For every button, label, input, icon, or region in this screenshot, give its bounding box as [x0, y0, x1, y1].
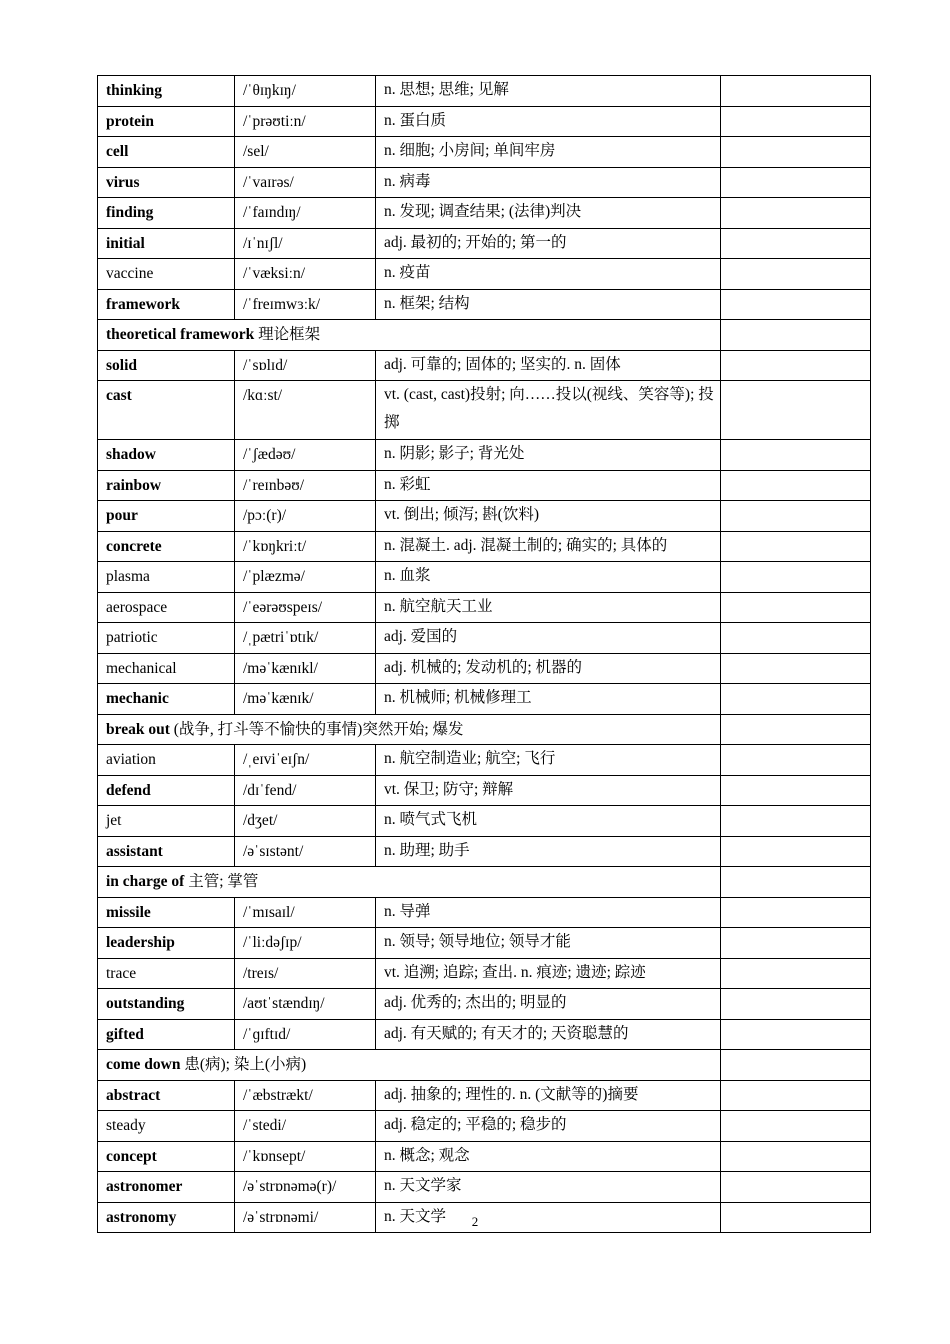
word-cell: initial — [98, 228, 235, 259]
word-cell: solid — [98, 350, 235, 381]
vocab-row — [98, 836, 871, 867]
vocab-row — [98, 167, 871, 198]
phonetic-cell: /ˈprəʊtiːn/ — [235, 106, 376, 137]
phrase-cell — [98, 320, 721, 351]
phonetic-cell: /ˈkɒŋkriːt/ — [235, 531, 376, 562]
vocab-row — [98, 745, 871, 776]
definition-cell: adj. 有天赋的; 有天才的; 天资聪慧的 — [376, 1019, 721, 1050]
vocab-row — [98, 1080, 871, 1111]
phonetic-cell: /ˈθɪŋkɪŋ/ — [235, 76, 376, 107]
definition-cell: n. 蛋白质 — [376, 106, 721, 137]
definition-cell: vt. (cast, cast)投射; 向……投以(视线、笑容等); 投掷 — [376, 381, 721, 440]
notes-cell — [721, 531, 871, 562]
notes-cell — [721, 1019, 871, 1050]
phonetic-cell: /ˈfreɪmwɜːk/ — [235, 289, 376, 320]
notes-cell — [721, 167, 871, 198]
definition-cell: n. 天文学家 — [376, 1172, 721, 1203]
word-cell: vaccine — [98, 259, 235, 290]
phonetic-cell: /ˈreɪnbəʊ/ — [235, 470, 376, 501]
word-cell: outstanding — [98, 989, 235, 1020]
definition-cell: n. 思想; 思维; 见解 — [376, 76, 721, 107]
vocab-row — [98, 289, 871, 320]
phrase-cell — [98, 867, 721, 898]
notes-cell — [721, 1141, 871, 1172]
word-cell: defend — [98, 775, 235, 806]
definition-cell: n. 概念; 观念 — [376, 1141, 721, 1172]
vocab-row — [98, 198, 871, 229]
definition-cell: vt. 追溯; 追踪; 查出. n. 痕迹; 遗迹; 踪迹 — [376, 958, 721, 989]
vocab-row — [98, 806, 871, 837]
definition-cell: adj. 最初的; 开始的; 第一的 — [376, 228, 721, 259]
vocab-row — [98, 440, 871, 471]
vocab-row — [98, 653, 871, 684]
phrase-meaning: 主管; 掌管 — [184, 873, 259, 890]
vocab-row — [98, 350, 871, 381]
word-cell: trace — [98, 958, 235, 989]
word-cell: astronomy — [98, 1202, 235, 1233]
definition-cell: n. 助理; 助手 — [376, 836, 721, 867]
phonetic-cell: /ˈeərəʊspeɪs/ — [235, 592, 376, 623]
vocab-row — [98, 989, 871, 1020]
notes-cell — [721, 806, 871, 837]
notes-cell — [721, 1080, 871, 1111]
phonetic-cell: /məˈkænɪk/ — [235, 684, 376, 715]
notes-cell — [721, 1172, 871, 1203]
vocab-row — [98, 1141, 871, 1172]
definition-cell: adj. 可靠的; 固体的; 坚实的. n. 固体 — [376, 350, 721, 381]
word-cell: finding — [98, 198, 235, 229]
phonetic-cell: /ˈstedi/ — [235, 1111, 376, 1142]
word-cell: protein — [98, 106, 235, 137]
phonetic-cell: /pɔː(r)/ — [235, 501, 376, 532]
definition-cell: n. 疫苗 — [376, 259, 721, 290]
definition-cell: n. 导弹 — [376, 897, 721, 928]
phrase-row — [98, 867, 871, 898]
vocab-row — [98, 684, 871, 715]
definition-cell: adj. 稳定的; 平稳的; 稳步的 — [376, 1111, 721, 1142]
notes-cell — [721, 470, 871, 501]
vocab-row — [98, 562, 871, 593]
phonetic-cell: /ˈvaɪrəs/ — [235, 167, 376, 198]
notes-cell — [721, 867, 871, 898]
phrase-text: in charge of — [106, 873, 185, 890]
phonetic-cell: /ˈmɪsaɪl/ — [235, 897, 376, 928]
definition-cell: n. 血浆 — [376, 562, 721, 593]
word-cell: leadership — [98, 928, 235, 959]
vocab-row — [98, 1019, 871, 1050]
phrase-row — [98, 1050, 871, 1081]
word-cell: cast — [98, 381, 235, 440]
notes-cell — [721, 76, 871, 107]
notes-cell — [721, 106, 871, 137]
word-cell: aviation — [98, 745, 235, 776]
phonetic-cell: /əˈstrɒnəmə(r)/ — [235, 1172, 376, 1203]
vocabulary-table-body — [98, 76, 871, 1233]
phonetic-cell: /ˈæbstrækt/ — [235, 1080, 376, 1111]
word-cell: mechanical — [98, 653, 235, 684]
vocab-row — [98, 381, 871, 440]
phonetic-cell: /kɑːst/ — [235, 381, 376, 440]
vocab-row — [98, 106, 871, 137]
phrase-cell — [98, 714, 721, 745]
vocab-row — [98, 775, 871, 806]
notes-cell — [721, 592, 871, 623]
word-cell: astronomer — [98, 1172, 235, 1203]
definition-cell: n. 彩虹 — [376, 470, 721, 501]
notes-cell — [721, 836, 871, 867]
vocab-row — [98, 228, 871, 259]
vocab-row — [98, 259, 871, 290]
word-cell: cell — [98, 137, 235, 168]
phrase-text: break out — [106, 720, 170, 738]
notes-cell — [721, 653, 871, 684]
notes-cell — [721, 228, 871, 259]
notes-cell — [721, 1111, 871, 1142]
phonetic-cell: /treɪs/ — [235, 958, 376, 989]
notes-cell — [721, 562, 871, 593]
phrase-meaning: 理论框架 — [254, 326, 321, 343]
definition-cell: n. 航空航天工业 — [376, 592, 721, 623]
word-cell: plasma — [98, 562, 235, 593]
phrase-text: come down — [106, 1056, 181, 1073]
notes-cell — [721, 958, 871, 989]
word-cell: thinking — [98, 76, 235, 107]
word-cell: steady — [98, 1111, 235, 1142]
definition-cell: n. 框架; 结构 — [376, 289, 721, 320]
definition-cell: adj. 机械的; 发动机的; 机器的 — [376, 653, 721, 684]
vocab-row — [98, 470, 871, 501]
phrase-row — [98, 714, 871, 745]
word-cell: jet — [98, 806, 235, 837]
word-cell: aerospace — [98, 592, 235, 623]
phonetic-cell: /ˈʃædəʊ/ — [235, 440, 376, 471]
phonetic-cell: /ˈvæksiːn/ — [235, 259, 376, 290]
word-cell: pour — [98, 501, 235, 532]
notes-cell — [721, 381, 871, 440]
word-cell: rainbow — [98, 470, 235, 501]
definition-cell: n. 机械师; 机械修理工 — [376, 684, 721, 715]
vocab-row — [98, 928, 871, 959]
notes-cell — [721, 501, 871, 532]
notes-cell — [721, 1050, 871, 1081]
phonetic-cell: /əˈstrɒnəmi/ — [235, 1202, 376, 1233]
page-number: 2 — [471, 1214, 479, 1229]
word-cell: concrete — [98, 531, 235, 562]
vocab-row — [98, 501, 871, 532]
vocab-row — [98, 592, 871, 623]
phrase-cell — [98, 1050, 721, 1081]
vocab-row — [98, 137, 871, 168]
phonetic-cell: /ˈfaɪndɪŋ/ — [235, 198, 376, 229]
word-cell: abstract — [98, 1080, 235, 1111]
notes-cell — [721, 684, 871, 715]
vocabulary-table — [97, 75, 871, 1233]
notes-cell — [721, 714, 871, 745]
vocab-row — [98, 76, 871, 107]
vocab-row — [98, 531, 871, 562]
vocab-row — [98, 1111, 871, 1142]
notes-cell — [721, 928, 871, 959]
definition-cell: n. 发现; 调查结果; (法律)判决 — [376, 198, 721, 229]
notes-cell — [721, 198, 871, 229]
vocab-row — [98, 623, 871, 654]
definition-cell: n. 细胞; 小房间; 单间牢房 — [376, 137, 721, 168]
definition-cell: vt. 保卫; 防守; 辩解 — [376, 775, 721, 806]
definition-cell: n. 天文学 — [376, 1202, 721, 1233]
phonetic-cell: /sel/ — [235, 137, 376, 168]
notes-cell — [721, 259, 871, 290]
phonetic-cell: /ˈliːdəʃɪp/ — [235, 928, 376, 959]
definition-cell: adj. 爱国的 — [376, 623, 721, 654]
notes-cell — [721, 289, 871, 320]
phonetic-cell: /ɪˈnɪʃl/ — [235, 228, 376, 259]
word-cell: gifted — [98, 1019, 235, 1050]
definition-cell: vt. 倒出; 倾泻; 斟(饮料) — [376, 501, 721, 532]
definition-cell: adj. 抽象的; 理性的. n. (文献等的)摘要 — [376, 1080, 721, 1111]
word-cell: missile — [98, 897, 235, 928]
word-cell: shadow — [98, 440, 235, 471]
notes-cell — [721, 989, 871, 1020]
notes-cell — [721, 745, 871, 776]
phrase-text: theoretical framework — [106, 326, 255, 343]
phonetic-cell: /ˌpætriˈɒtɪk/ — [235, 623, 376, 654]
phonetic-cell: /ˈkɒnsept/ — [235, 1141, 376, 1172]
phonetic-cell: /əˈsɪstənt/ — [235, 836, 376, 867]
phrase-meaning: (战争, 打斗等不愉快的事情)突然开始; 爆发 — [169, 720, 464, 738]
word-cell: assistant — [98, 836, 235, 867]
definition-cell: n. 领导; 领导地位; 领导才能 — [376, 928, 721, 959]
word-cell: virus — [98, 167, 235, 198]
definition-cell: adj. 优秀的; 杰出的; 明显的 — [376, 989, 721, 1020]
phonetic-cell: /dɪˈfend/ — [235, 775, 376, 806]
word-cell: framework — [98, 289, 235, 320]
phrase-meaning: 患(病); 染上(小病) — [180, 1056, 307, 1073]
notes-cell — [721, 137, 871, 168]
definition-cell: n. 混凝土. adj. 混凝土制的; 确实的; 具体的 — [376, 531, 721, 562]
phonetic-cell: /dʒet/ — [235, 806, 376, 837]
phonetic-cell: /məˈkænɪkl/ — [235, 653, 376, 684]
vocab-row — [98, 958, 871, 989]
phonetic-cell: /ˈɡɪftɪd/ — [235, 1019, 376, 1050]
notes-cell — [721, 440, 871, 471]
definition-cell: n. 病毒 — [376, 167, 721, 198]
definition-cell: n. 喷气式飞机 — [376, 806, 721, 837]
word-cell: mechanic — [98, 684, 235, 715]
definition-cell: n. 阴影; 影子; 背光处 — [376, 440, 721, 471]
vocab-row — [98, 1172, 871, 1203]
notes-cell — [721, 775, 871, 806]
notes-cell — [721, 623, 871, 654]
phonetic-cell: /aʊtˈstændɪŋ/ — [235, 989, 376, 1020]
phonetic-cell: /ˈsɒlɪd/ — [235, 350, 376, 381]
notes-cell — [721, 350, 871, 381]
phrase-row — [98, 320, 871, 351]
phonetic-cell: /ˈplæzmə/ — [235, 562, 376, 593]
vocab-row — [98, 897, 871, 928]
word-cell: concept — [98, 1141, 235, 1172]
definition-cell: n. 航空制造业; 航空; 飞行 — [376, 745, 721, 776]
word-cell: patriotic — [98, 623, 235, 654]
notes-cell — [721, 320, 871, 351]
notes-cell — [721, 897, 871, 928]
phonetic-cell: /ˌeɪviˈeɪʃn/ — [235, 745, 376, 776]
